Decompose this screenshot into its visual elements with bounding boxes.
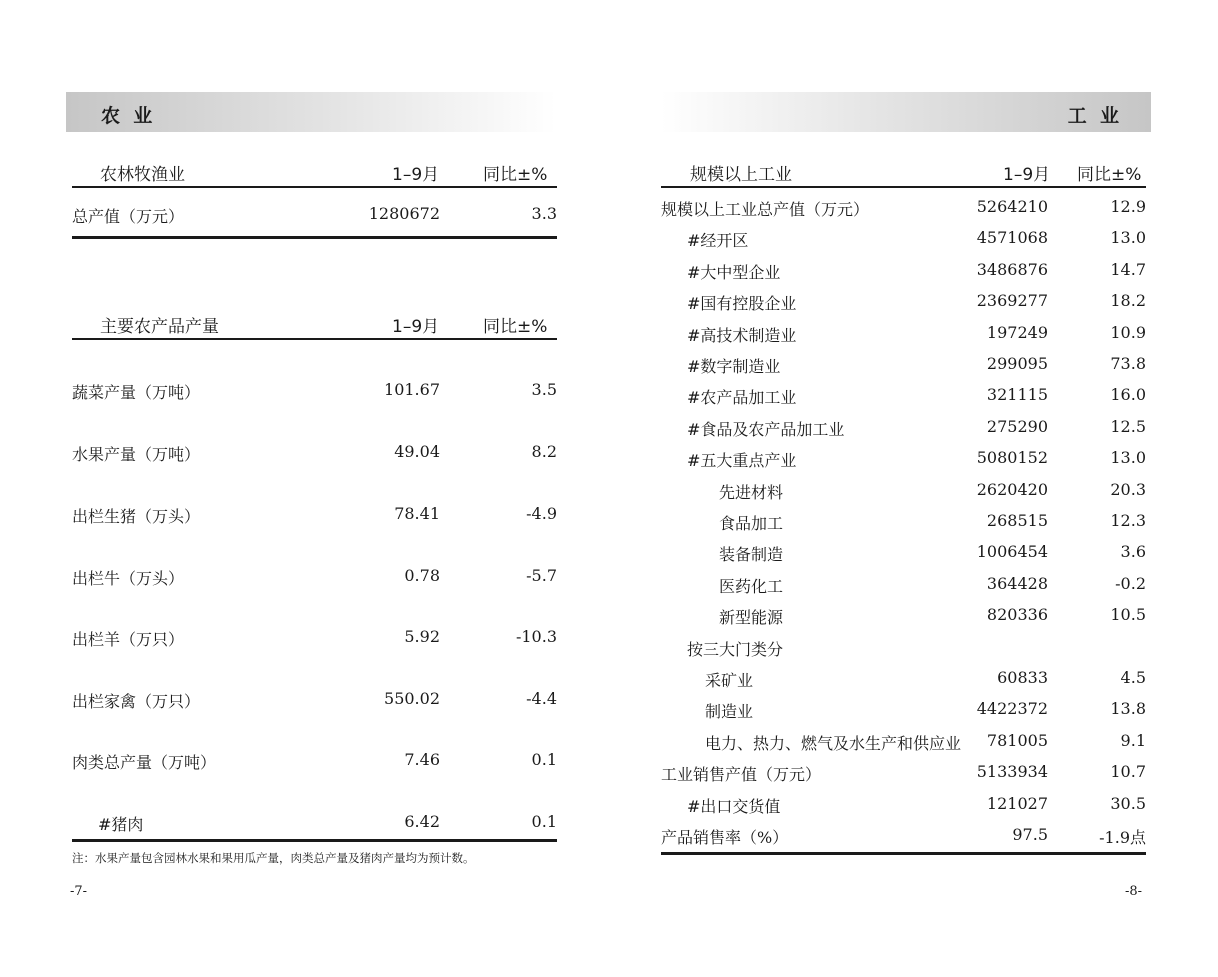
row-value: 550.02 xyxy=(384,689,440,708)
table3-header-rule xyxy=(661,186,1146,188)
row-yoy: -1.9点 xyxy=(1099,828,1146,847)
row-value: 1006454 xyxy=(976,542,1048,562)
row-yoy: 0.1 xyxy=(531,812,557,831)
table2-period-header: 1–9月 xyxy=(392,317,440,337)
row-value: 97.5 xyxy=(1012,825,1048,844)
row-label: #高技术制造业 xyxy=(687,325,797,345)
table3-period-header: 1–9月 xyxy=(1003,165,1051,185)
row-value: 0.78 xyxy=(404,566,440,585)
row-label: 电力、热力、燃气及水生产和供应业 xyxy=(705,733,962,753)
row-label: #农产品加工业 xyxy=(687,388,797,408)
table3-bottom-rule xyxy=(661,852,1146,855)
row-yoy: 73.8 xyxy=(1110,354,1146,373)
row-value: 101.67 xyxy=(384,380,440,399)
row-value: 49.04 xyxy=(394,442,440,461)
row-yoy: 13.0 xyxy=(1110,448,1146,468)
row-label: #大中型企业 xyxy=(687,262,781,282)
row-yoy: 14.7 xyxy=(1110,259,1146,279)
row-label: 水果产量（万吨） xyxy=(72,445,201,464)
row-label: 出栏生猪（万头） xyxy=(72,507,201,526)
row-yoy: -4.9 xyxy=(526,504,557,523)
row-value: 268515 xyxy=(986,511,1048,530)
row-value: 197249 xyxy=(986,322,1048,342)
footnote: 注：水果产量包含园林水果和果用瓜产量，肉类总产量及猪肉产量均为预计数。 xyxy=(72,851,475,865)
row-label: #五大重点产业 xyxy=(687,451,797,471)
row-value: 60833 xyxy=(997,668,1048,687)
row-label: 工业销售产值（万元） xyxy=(661,765,822,785)
row-yoy: 16.0 xyxy=(1110,385,1146,405)
row-value: 5133934 xyxy=(976,762,1048,782)
row-value: 364428 xyxy=(986,573,1048,593)
row-yoy: 4.5 xyxy=(1120,668,1146,687)
page-number-left: -7- xyxy=(70,884,88,899)
row-label: 按三大门类分 xyxy=(687,639,784,659)
row-yoy: 30.5 xyxy=(1110,793,1146,813)
row-yoy: 3.3 xyxy=(531,204,557,223)
row-value: 121027 xyxy=(986,793,1048,813)
row-value: 781005 xyxy=(986,730,1048,750)
row-label: #经开区 xyxy=(687,231,749,251)
page-number-right: -8- xyxy=(1125,884,1143,899)
row-value: 820336 xyxy=(986,605,1048,625)
row-yoy: 12.5 xyxy=(1110,416,1146,436)
row-yoy: 3.6 xyxy=(1120,542,1146,562)
row-yoy: -4.4 xyxy=(526,689,557,708)
row-value: 4422372 xyxy=(976,699,1048,719)
industry-title: 工 业 xyxy=(1067,105,1119,127)
table1-bottom-rule xyxy=(72,236,557,239)
row-value: 6.42 xyxy=(404,812,440,831)
row-value: 78.41 xyxy=(394,504,440,523)
row-value: 299095 xyxy=(986,354,1048,373)
row-value: 5264210 xyxy=(976,197,1048,216)
row-value: 4571068 xyxy=(976,228,1048,248)
row-label: 规模以上工业总产值（万元） xyxy=(661,200,870,219)
table1-header-rule xyxy=(72,186,557,188)
row-yoy: -10.3 xyxy=(515,627,557,646)
row-label: 出栏牛（万头） xyxy=(72,569,185,588)
row-value: 2369277 xyxy=(976,291,1048,311)
row-yoy: 10.7 xyxy=(1110,762,1146,782)
row-yoy: 9.1 xyxy=(1120,730,1146,750)
row-label: 医药化工 xyxy=(719,576,784,596)
row-yoy: 3.5 xyxy=(531,380,557,399)
table1-yoy-header: 同比±% xyxy=(483,165,548,185)
row-value: 5080152 xyxy=(976,448,1048,468)
row-label: 出栏家禽（万只） xyxy=(72,692,201,711)
row-label: 装备制造 xyxy=(719,545,784,565)
row-yoy: 12.3 xyxy=(1110,511,1146,530)
industry-banner xyxy=(661,92,1151,132)
row-label: 新型能源 xyxy=(719,608,784,628)
row-yoy: 20.3 xyxy=(1110,479,1146,499)
row-label: 先进材料 xyxy=(719,482,784,502)
row-yoy: 10.9 xyxy=(1110,322,1146,342)
agriculture-banner xyxy=(66,92,556,132)
row-value: 321115 xyxy=(986,385,1048,405)
row-value: 1280672 xyxy=(368,204,440,223)
row-yoy: 13.0 xyxy=(1110,228,1146,248)
row-label: 产品销售率（%） xyxy=(661,828,789,847)
row-label: #出口交货值 xyxy=(687,796,781,816)
row-label: #数字制造业 xyxy=(687,357,781,376)
table2-yoy-header: 同比±% xyxy=(483,317,548,337)
row-label: 制造业 xyxy=(705,702,754,722)
row-value: 7.46 xyxy=(404,750,440,769)
row-label: 采矿业 xyxy=(705,671,754,690)
row-yoy: 8.2 xyxy=(531,442,557,461)
row-value: 5.92 xyxy=(404,627,440,646)
table2-label-header: 主要农产品产量 xyxy=(100,317,219,337)
row-yoy: 12.9 xyxy=(1110,197,1146,216)
row-value: 2620420 xyxy=(976,479,1048,499)
table2-header-rule xyxy=(72,338,557,340)
table3-label-header: 规模以上工业 xyxy=(690,165,792,185)
table1-label-header: 农林牧渔业 xyxy=(100,165,185,185)
row-yoy: 0.1 xyxy=(531,750,557,769)
row-label: 蔬菜产量（万吨） xyxy=(72,383,201,402)
table3-yoy-header: 同比±% xyxy=(1077,165,1142,185)
row-label: #食品及农产品加工业 xyxy=(687,419,845,439)
row-label: #国有控股企业 xyxy=(687,294,797,314)
row-label: 食品加工 xyxy=(719,514,784,533)
row-yoy: -5.7 xyxy=(526,566,557,585)
table1-period-header: 1–9月 xyxy=(392,165,440,185)
row-yoy: 13.8 xyxy=(1110,699,1146,719)
table2-bottom-rule xyxy=(72,839,557,842)
row-label: 肉类总产量（万吨） xyxy=(72,753,217,772)
agriculture-title: 农 业 xyxy=(101,105,153,127)
row-yoy: 18.2 xyxy=(1110,291,1146,311)
row-value: 3486876 xyxy=(976,259,1048,279)
row-value: 275290 xyxy=(986,416,1048,436)
row-label: 总产值（万元） xyxy=(72,207,185,226)
row-yoy: -0.2 xyxy=(1115,573,1146,593)
row-yoy: 10.5 xyxy=(1110,605,1146,625)
row-label: #猪肉 xyxy=(98,815,144,834)
row-label: 出栏羊（万只） xyxy=(72,630,185,649)
